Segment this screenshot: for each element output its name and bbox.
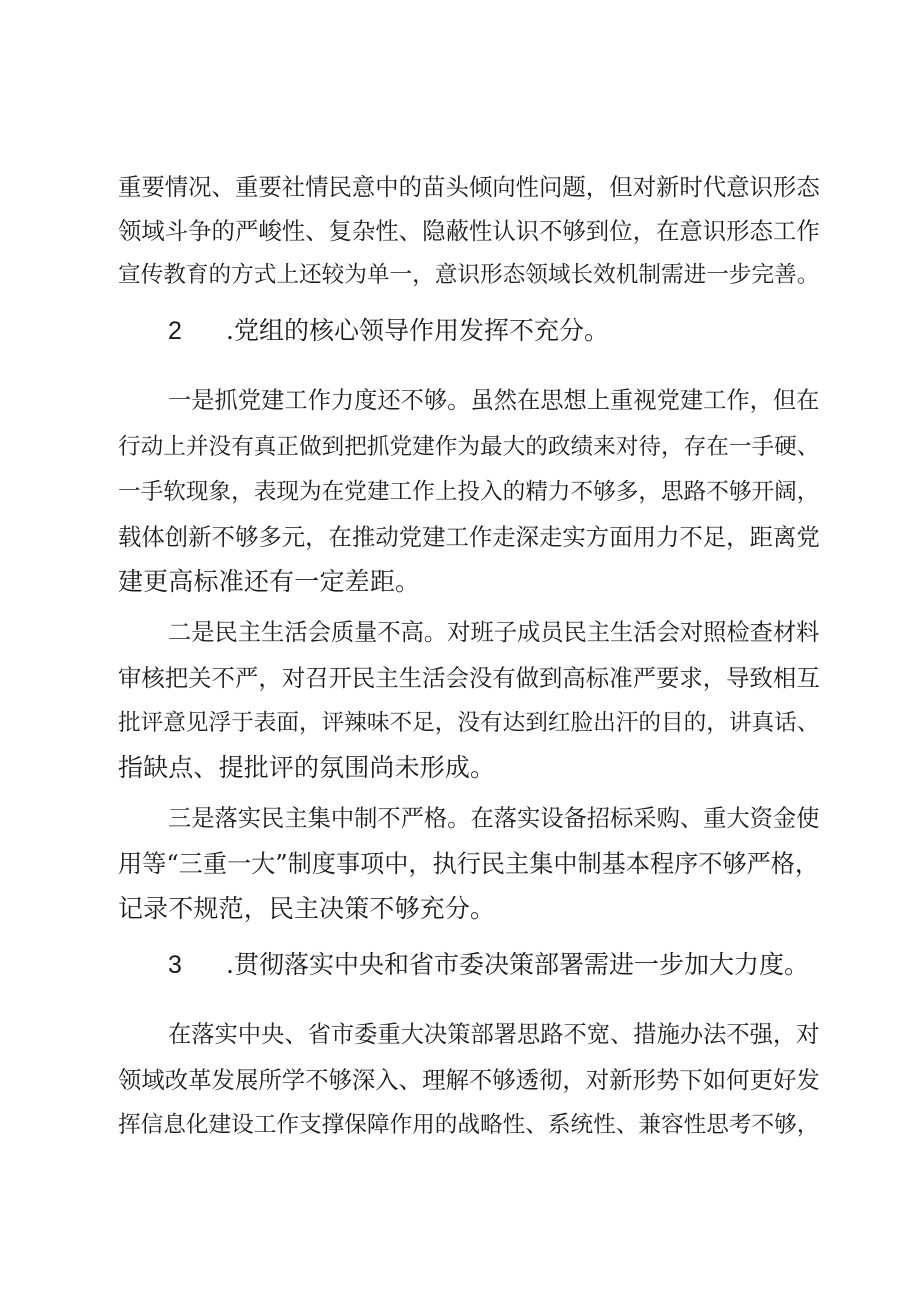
section-number: 3 [168, 951, 182, 979]
text-line: 记录不规范，民主决策不够充分。 [118, 894, 496, 923]
text-line: 审核把关不严，对召开民主生活会没有做到高标准严要求，导致相互 [118, 664, 820, 692]
text-line: 指缺点、提批评的氛围尚未形成。 [118, 753, 496, 782]
text-line: 领域斗争的严峻性、复杂性、隐蔽性认识不够到位，在意识形态工作 [118, 217, 820, 245]
text-line: 在落实中央、省市委重大决策部署思路不宽、措施办法不强，对 [168, 1021, 820, 1048]
text-line: 二是民主生活会质量不高。对班子成员民主生活会对照检查材料 [168, 619, 820, 646]
text-line: 重要情况、重要社情民意中的苗头倾向性问题，但对新时代意识形态 [118, 173, 820, 201]
text-line: 一是抓党建工作力度还不够。虽然在思想上重视党建工作，但在 [168, 387, 820, 414]
section-title: .贯彻落实中央和省市委决策部署需进一步加大力度。 [226, 950, 809, 979]
text-line: 宣传教育的方式上还较为单一，意识形态领域长效机制需进一步完善。 [118, 262, 820, 288]
text-line: 一手软现象，表现为在党建工作上投入的精力不够多，思路不够开阔， [118, 479, 820, 505]
text-line: 行动上并没有真正做到把抓党建作为最大的政绩来对待，存在一手硬、 [118, 434, 820, 460]
section-2-heading [168, 316, 609, 346]
text-line: 领域改革发展所学不够深入、理解不够透彻，对新形势下如何更好发 [118, 1066, 820, 1094]
text-line: 用等“三重一大”制度事项中，执行民主集中制基本程序不够严格， [118, 850, 820, 878]
text-line: 载体创新不够多元，在推动党建工作走深走实方面用力不足，距离党 [118, 523, 820, 551]
section-3-heading [168, 950, 809, 980]
section-title: .党组的核心领导作用发挥不充分。 [226, 316, 609, 345]
text-line: 批评意见浮于表面，评辣味不足，没有达到红脸出汗的目的，讲真话、 [118, 710, 820, 736]
text-line: 三是落实民主集中制不严格。在落实设备招标采购、重大资金使 [168, 805, 820, 832]
text-line: 建更高标准还有一定差距。 [118, 567, 421, 596]
text-line: 挥信息化建设工作支撑保障作用的战略性、系统性、兼容性思考不够， [118, 1112, 820, 1138]
section-number: 2 [168, 317, 182, 345]
